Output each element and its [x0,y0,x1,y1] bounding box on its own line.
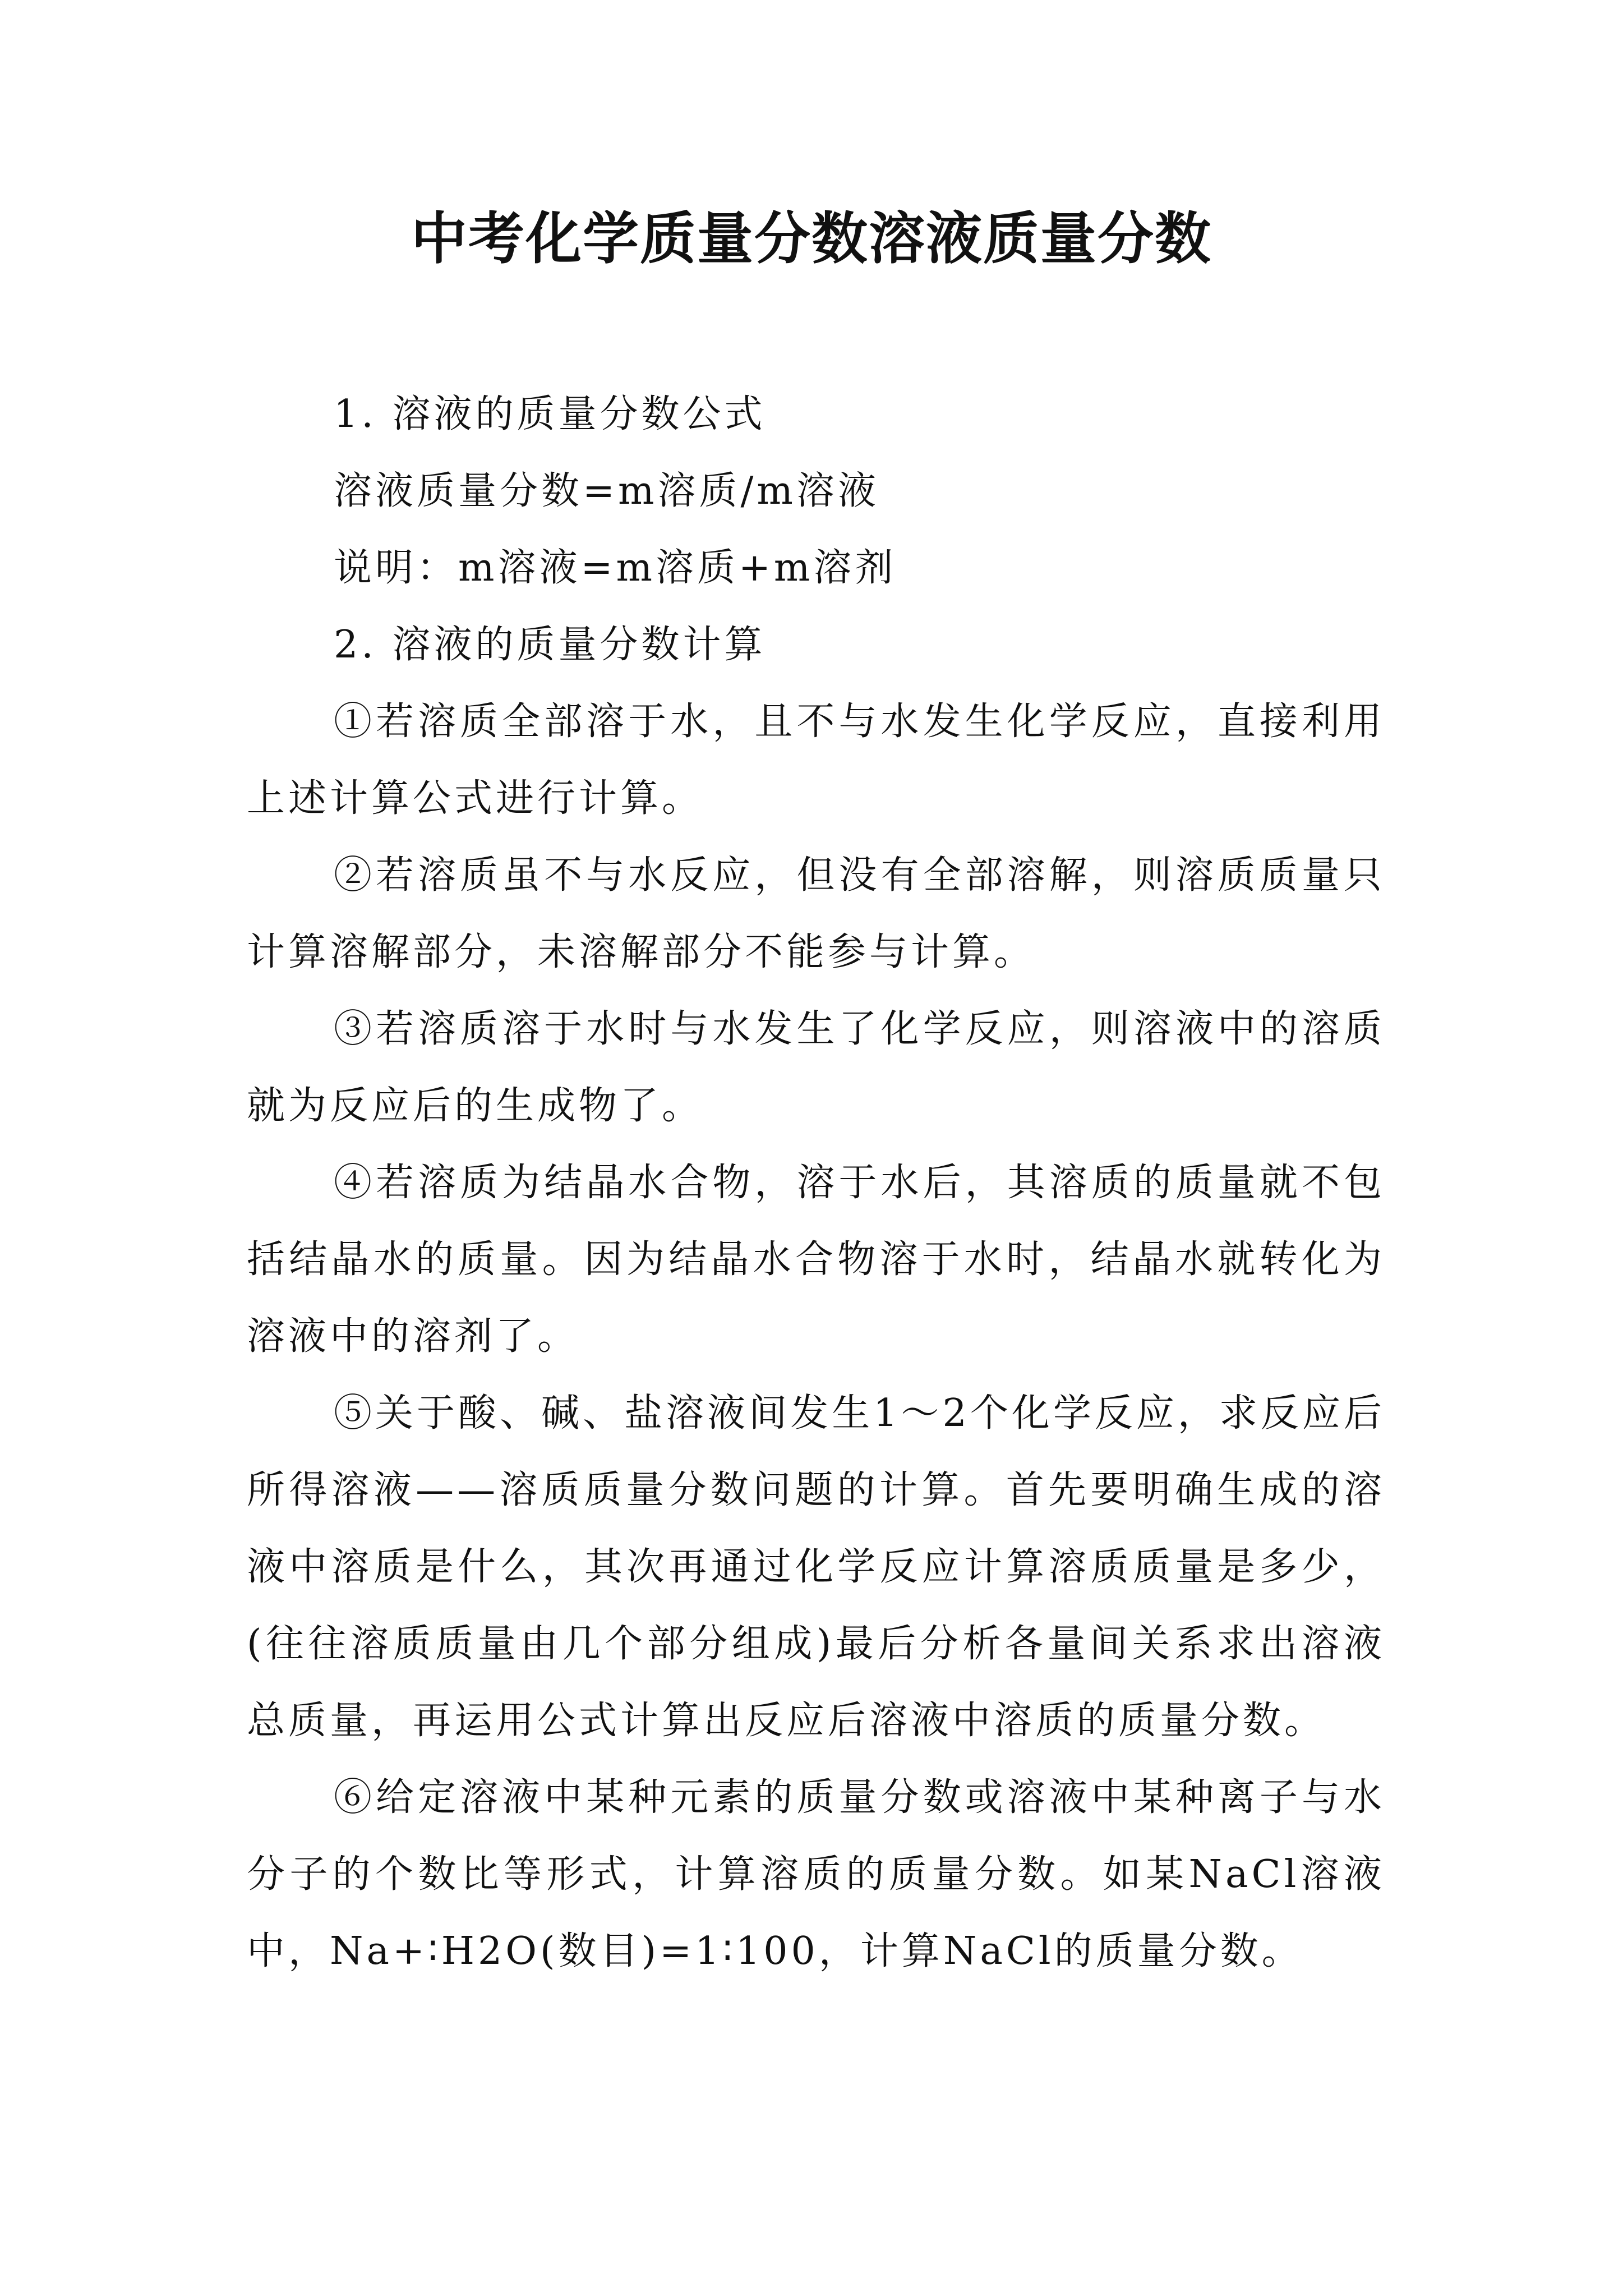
formula-note: 说明：m溶液=m溶质+m溶剂 [334,546,897,590]
rule-paragraph-4: ④若溶质为结晶水合物，溶于水后，其溶质的质量就不包括结晶水的质量。因为结晶水合物溶于水时，结晶水就转化为溶液中的溶剂了。 [247,1161,1385,1359]
document-body [247,376,1385,1990]
section-heading-formula: 1. 溶液的质量分数公式 [334,392,766,436]
document-title: 中考化学质量分数溶液质量分数 [411,205,1212,272]
rule-paragraph-3: ③若溶质溶于水时与水发生了化学反应，则溶液中的溶质就为反应后的生成物了。 [247,1007,1385,1128]
rule-paragraph-2: ②若溶质虽不与水反应，但没有全部溶解，则溶质质量只计算溶解部分，未溶解部分不能参与计算。 [247,853,1385,974]
rule-paragraph-6: ⑥给定溶液中某种元素的质量分数或溶液中某种离子与水分子的个数比等形式，计算溶质的质量分数。如某NaCl溶液中，Na+∶H2O(数目)=1∶100，计算NaCl的质量分数。 [247,1775,1385,1973]
rule-paragraph-5: ⑤关于酸、碱、盐溶液间发生1～2个化学反应，求反应后所得溶液——溶质质量分数问题的计算。首先要明确生成的溶液中溶质是什么，其次再通过化学反应计算溶质质量是多少，(往往溶质质量由几个部分组成)最后分析各量间关系求出溶液总质量，再运用公式计算出反应后溶液中溶质的质量分数。 [247,1391,1385,1743]
formula-line: 溶液质量分数=m溶质/m溶液 [334,469,879,513]
section-heading-calculation: 2. 溶液的质量分数计算 [334,623,766,667]
rule-paragraph-1: ①若溶质全部溶于水，且不与水发生化学反应，直接利用上述计算公式进行计算。 [247,700,1385,821]
